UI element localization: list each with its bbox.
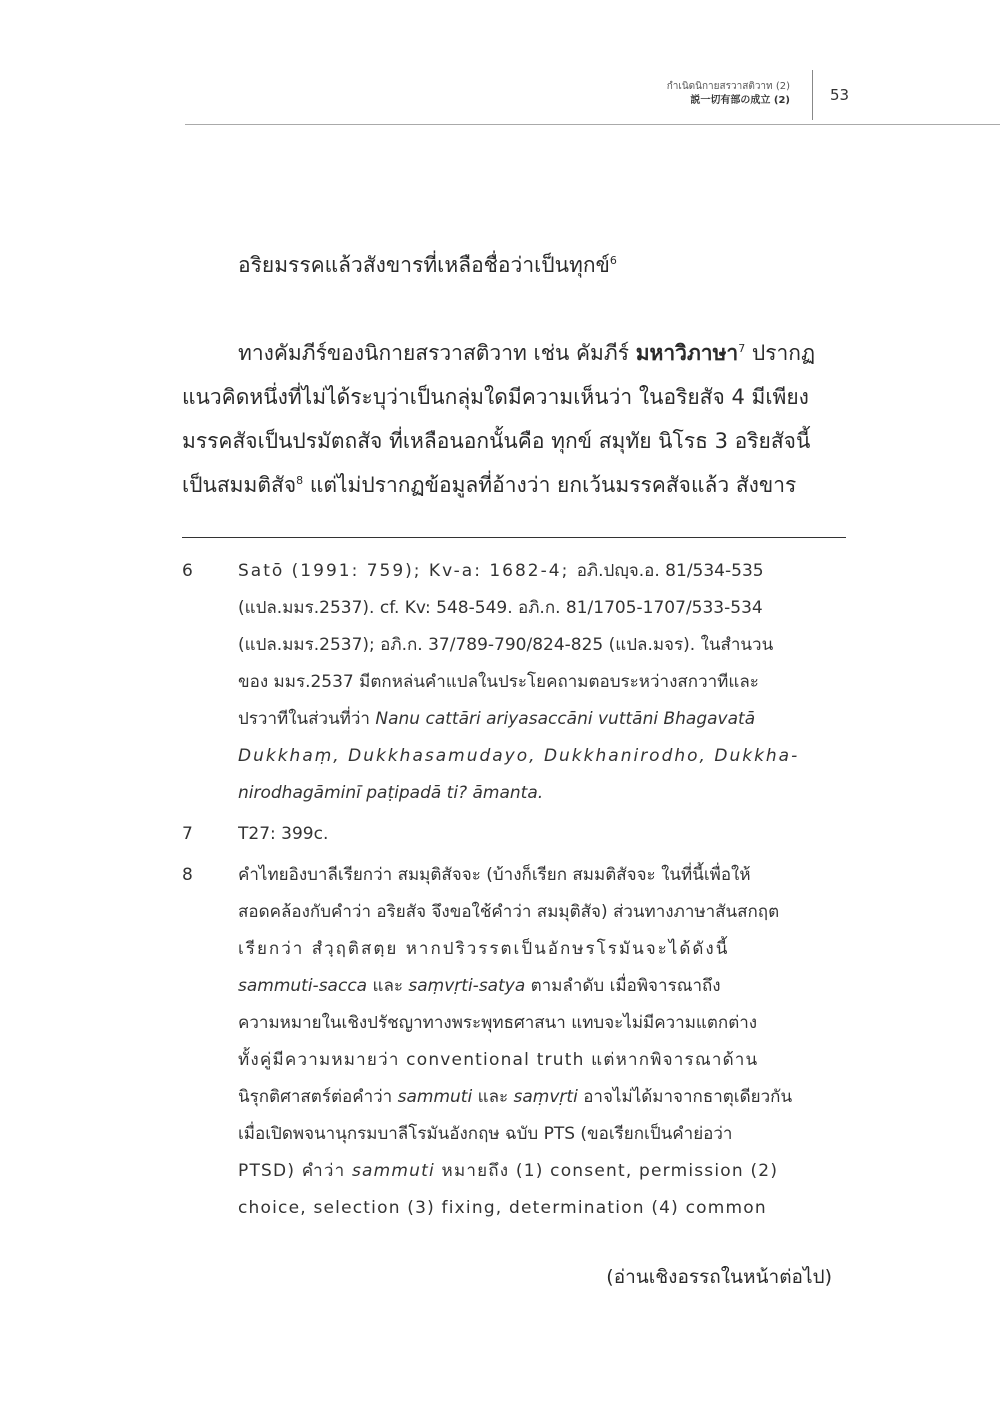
footnote-line: ความหมายในเชิงปรัชญาทางพระพุทธศาสนา แทบจะไม่มีความแตกต่าง bbox=[238, 1013, 758, 1033]
header-divider bbox=[812, 70, 813, 120]
footnote-line: (แปล.มมร.2537). cf. Kv: 548-549. อภิ.ก. 81/1705-1707/533-534 bbox=[238, 598, 763, 618]
footnote-line: ปรวาทีในส่วนที่ว่า Nanu cattāri ariyasaccāni vuttāni Bhagavatā bbox=[238, 709, 756, 729]
footnote-number: 7 bbox=[182, 824, 193, 844]
paragraph-text: อริยมรรคแล้วสังขารที่เหลือชื่อว่าเป็นทุกข์ bbox=[238, 253, 610, 277]
paragraph-line: มรรคสัจเป็นปรมัตถสัจ ที่เหลือนอกนั้นคือ ทุกข์ สมุทัย นิโรธ 3 อริยสัจนี้ bbox=[182, 429, 811, 453]
paragraph-line: ทางคัมภีร์ของนิกายสรวาสติวาท เช่น คัมภีร์ มหาวิภาษา$^7$ ปรากฏ bbox=[238, 341, 816, 365]
text-title-mahavibhasha: มหาวิภาษา bbox=[635, 341, 739, 365]
paragraph-continuation bbox=[182, 243, 846, 287]
footnote-line: เมื่อเปิดพจนานุกรมบาลีโรมันอังกฤษ ฉบับ PTS (ขอเรียกเป็นคำย่อว่า bbox=[238, 1124, 733, 1144]
footnote-line: Satō (1991: 759); Kv-a: 1682-4; อภิ.ปญฺจ.อ. 81/534-535 bbox=[238, 561, 764, 581]
footnote-separator bbox=[182, 537, 846, 538]
continued-notice: (อ่านเชิงอรรถในหน้าต่อไป) bbox=[606, 1266, 832, 1288]
footnote-line: ของ มมร.2537 มีตกหล่นคำแปลในประโยคถามตอบระหว่างสกวาทีและ bbox=[238, 672, 759, 692]
page-number: 53 bbox=[830, 86, 850, 104]
running-title-japanese: 説一切有部の成立 (2) bbox=[690, 95, 790, 106]
footnote-ref: 6 bbox=[609, 254, 617, 267]
footnote-line: (แปล.มมร.2537); อภิ.ก. 37/789-790/824-825 (แปล.มจร). ในสำนวน bbox=[238, 635, 774, 655]
paragraph-main bbox=[182, 331, 846, 507]
footnote-6 bbox=[182, 553, 846, 812]
footnotes bbox=[182, 553, 846, 1231]
footnote-line: นิรุกติศาสตร์ต่อคำว่า sammuti และ saṃvṛti อาจไม่ได้มาจากธาตุเดียวกัน bbox=[238, 1087, 793, 1107]
footnote-ref: 7 bbox=[738, 342, 746, 355]
running-title-thai: กำเนิดนิกายสรวาสติวาท (2) bbox=[666, 81, 790, 92]
footnote-ref: 8 bbox=[296, 474, 304, 487]
running-header bbox=[667, 80, 790, 108]
footnote-line: คำไทยอิงบาลีเรียกว่า สมมุติสัจจะ (บ้างก็เรียก สมมติสัจจะ ในที่นี้เพื่อให้ bbox=[238, 865, 751, 885]
paragraph-line: เป็นสมมติสัจ$^8$ แต่ไม่ปรากฏข้อมูลที่อ้างว่า ยกเว้นมรรคสัจแล้ว สังขาร bbox=[182, 473, 797, 497]
footnote-7 bbox=[182, 816, 846, 853]
footnote-number: 8 bbox=[182, 865, 193, 885]
footnote-line: ทั้งคู่มีความหมายว่า conventional truth แต่หากพิจารณาด้าน bbox=[238, 1050, 759, 1070]
footnote-line: nirodhagāminī paṭipadā ti? āmanta. bbox=[238, 783, 544, 803]
header-rule bbox=[185, 124, 1000, 125]
footnote-line: sammuti-sacca และ saṃvṛti-satya ตามลำดับ เมื่อพิจารณาถึง bbox=[238, 976, 721, 996]
footnote-line: PTSD) คำว่า sammuti หมายถึง (1) consent, permission (2) bbox=[238, 1161, 779, 1181]
footnote-line: T27: 399c. bbox=[238, 824, 329, 844]
footnote-line: Dukkhaṃ, Dukkhasamudayo, Dukkhanirodho, Dukkha- bbox=[238, 746, 800, 766]
footnote-8 bbox=[182, 857, 846, 1227]
footnote-line: choice, selection (3) fixing, determination (4) common bbox=[238, 1198, 767, 1218]
footnote-line: เรียกว่า สํวฺฤติสตฺย หากปริวรรตเป็นอักษรโรมันจะได้ดังนี้ bbox=[238, 939, 730, 959]
footnote-line: สอดคล้องกับคำว่า อริยสัจ จึงขอใช้คำว่า สมมุติสัจ) ส่วนทางภาษาสันสกฤต bbox=[238, 902, 780, 922]
paragraph-line: แนวคิดหนึ่งที่ไม่ได้ระบุว่าเป็นกลุ่มใดมีความเห็นว่า ในอริยสัจ 4 มีเพียง bbox=[182, 385, 809, 409]
footnote-number: 6 bbox=[182, 561, 193, 581]
